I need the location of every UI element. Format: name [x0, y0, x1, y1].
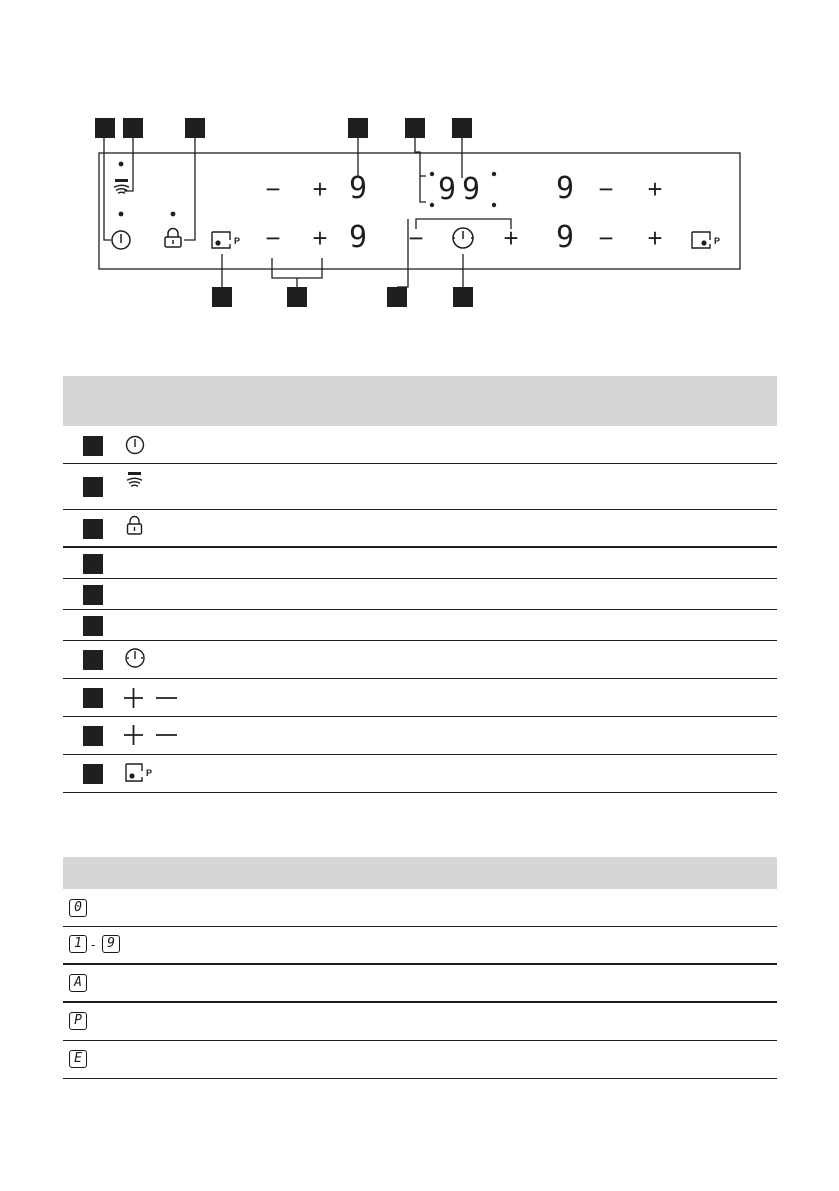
table-row	[63, 548, 777, 579]
power-icon[interactable]	[112, 231, 130, 249]
lock-indicator-dot	[171, 212, 176, 217]
power-boost-icon	[124, 762, 154, 784]
plus-button-top-right[interactable]: +	[647, 174, 663, 204]
svg-text:P: P	[714, 236, 721, 246]
plus-button-bottom-right[interactable]: +	[647, 223, 663, 253]
callout-3	[185, 118, 205, 138]
plus-minus-icons	[123, 687, 181, 709]
callout-line-5	[415, 138, 426, 202]
row-number-marker	[83, 764, 103, 784]
row-number-marker	[83, 519, 103, 539]
svg-text:P: P	[234, 236, 241, 246]
plus-button-bottom-left[interactable]: +	[312, 223, 328, 253]
timer-plus-button[interactable]: +	[503, 223, 519, 253]
display-symbol: A	[69, 974, 87, 992]
callout-6	[452, 118, 472, 138]
callout-9	[387, 287, 407, 307]
table-row	[63, 641, 777, 679]
timer-icon	[124, 647, 146, 669]
display-symbol: 9	[102, 935, 120, 953]
power-display-top-right: 9	[555, 171, 575, 206]
row-number-marker	[83, 616, 103, 636]
timer-dot-top-right	[492, 172, 496, 176]
table-row	[63, 717, 777, 755]
callout-10	[453, 287, 473, 307]
plus-minus-icons	[123, 724, 181, 746]
timer-dot-bottom-left	[430, 203, 434, 207]
callout-4	[348, 118, 368, 138]
table-row	[63, 579, 777, 610]
minus-button-bottom-left[interactable]: −	[265, 223, 281, 253]
power-display-bottom-right: 9	[555, 220, 575, 255]
lock-icon	[125, 515, 145, 537]
table-row	[63, 1041, 777, 1079]
callout-7	[212, 287, 232, 307]
row-number-marker	[83, 554, 103, 574]
display-symbol: 0	[69, 899, 87, 917]
power-icon	[124, 434, 146, 456]
timer-minus-button[interactable]: −	[408, 223, 424, 253]
timer-dot-bottom-right	[492, 203, 496, 207]
row-number-marker	[83, 726, 103, 746]
display-symbol: E	[69, 1050, 87, 1068]
minus-button-top-right[interactable]: −	[598, 174, 614, 204]
timer-display: 99	[437, 172, 487, 207]
lock-icon[interactable]	[165, 229, 181, 248]
callout-2	[123, 118, 143, 138]
row-number-marker	[83, 585, 103, 605]
displays-table-header	[63, 857, 777, 889]
callout-line-8	[272, 258, 322, 278]
table-row	[63, 1003, 777, 1041]
table-row	[63, 679, 777, 717]
power-boost-icon-right[interactable]	[692, 232, 720, 248]
table-row	[63, 755, 777, 793]
row-number-marker	[83, 477, 103, 497]
svg-text:P: P	[146, 768, 153, 778]
power-boost-icon-left[interactable]	[212, 232, 240, 248]
table-row	[63, 889, 777, 927]
power-display-bottom-left: 9	[348, 220, 368, 255]
plus-button-top-left[interactable]: +	[312, 174, 328, 204]
row-number-marker	[83, 436, 103, 456]
callout-5	[405, 118, 425, 138]
row-number-marker	[83, 650, 103, 670]
hob2hood-indicator-dot	[119, 162, 124, 167]
table-row	[63, 965, 777, 1003]
callout-1	[95, 118, 115, 138]
table-row	[63, 426, 777, 464]
display-symbol: P	[69, 1012, 87, 1030]
power-display-top-left: 9	[348, 171, 368, 206]
displays-table	[63, 857, 777, 1079]
row-number-marker	[83, 688, 103, 708]
timer-dot-top-left	[430, 172, 434, 176]
range-separator: -	[91, 937, 96, 952]
power-indicator-dot	[119, 212, 124, 217]
callout-line-9b	[397, 219, 408, 287]
minus-button-top-left[interactable]: −	[265, 174, 281, 204]
display-symbol: 1	[69, 935, 87, 953]
timer-icon[interactable]	[453, 228, 473, 248]
table-row	[63, 510, 777, 548]
table-row	[63, 464, 777, 510]
table-row	[63, 610, 777, 641]
controls-table-header	[63, 376, 777, 426]
minus-button-bottom-right[interactable]: −	[598, 223, 614, 253]
control-panel-diagram	[0, 0, 839, 330]
callout-8	[287, 287, 307, 307]
callout-line-2	[124, 138, 133, 191]
controls-table	[63, 376, 777, 793]
hob-to-hood-icon	[125, 470, 145, 490]
table-row	[63, 927, 777, 965]
